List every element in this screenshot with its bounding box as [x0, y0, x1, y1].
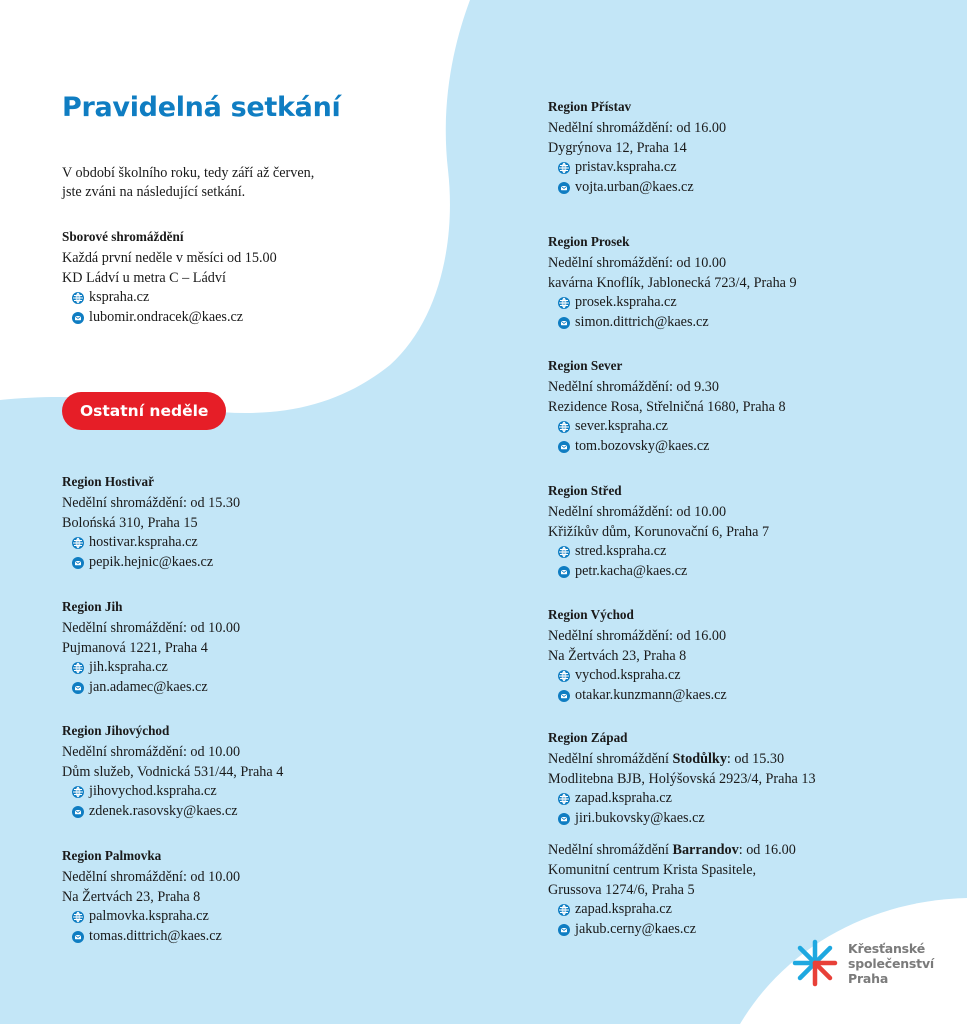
web-link[interactable] — [62, 533, 240, 553]
region-address-line-2: Grussova 1274/6, Praha 5 — [548, 881, 695, 898]
region-name: Region Palmovka — [62, 848, 162, 863]
email-link[interactable] — [548, 313, 797, 333]
web-link[interactable] — [62, 658, 240, 678]
globe-icon — [558, 546, 570, 558]
email-link-text[interactable]: jan.adamec@kaes.cz — [89, 679, 208, 696]
region-block — [548, 97, 726, 198]
email-link[interactable] — [548, 809, 816, 829]
globe-icon — [558, 421, 570, 433]
region-name: Region Střed — [548, 483, 622, 498]
schedule-time: : od 16.00 — [738, 841, 796, 858]
web-link-text[interactable]: prosek.kspraha.cz — [575, 294, 677, 311]
web-link-text[interactable]: sever.kspraha.cz — [575, 418, 668, 435]
intro-text — [62, 164, 382, 202]
schedule-prefix: Nedělní shromáždění — [548, 841, 673, 858]
main-meeting-place: KD Ládví u metra C – Ládví — [62, 269, 226, 286]
web-link[interactable] — [548, 293, 797, 313]
web-link-text[interactable]: kspraha.cz — [89, 289, 150, 306]
globe-icon — [72, 911, 84, 923]
logo-text — [848, 941, 934, 986]
web-link-text[interactable]: jihovychod.kspraha.cz — [89, 783, 217, 800]
envelope-icon — [558, 924, 570, 936]
globe-icon — [558, 162, 570, 174]
schedule-prefix: Nedělní shromáždění — [548, 750, 673, 767]
main-meeting-heading: Sborové shromáždění — [62, 229, 184, 244]
main-meeting — [62, 227, 277, 328]
email-link-text[interactable]: jakub.cerny@kaes.cz — [575, 921, 696, 938]
email-link-text[interactable]: otakar.kunzmann@kaes.cz — [575, 687, 727, 704]
region-address: Bolońská 310, Praha 15 — [62, 514, 198, 531]
region-schedule: Nedělní shromáždění: od 10.00 — [62, 619, 241, 636]
globe-icon — [72, 662, 84, 674]
other-sundays-button[interactable]: Ostatní neděle — [62, 392, 226, 430]
envelope-icon — [558, 441, 570, 453]
web-link[interactable] — [548, 542, 769, 562]
email-link-text[interactable]: jiri.bukovsky@kaes.cz — [575, 810, 705, 827]
email-link[interactable] — [62, 802, 283, 822]
envelope-icon — [72, 312, 84, 324]
web-link[interactable] — [548, 900, 816, 920]
region-name: Region Hostivař — [62, 474, 154, 489]
email-link-text[interactable]: lubomir.ondracek@kaes.cz — [89, 309, 244, 326]
region-name: Region Jih — [62, 599, 123, 614]
region-name: Region Přístav — [548, 99, 632, 114]
web-link-text[interactable]: palmovka.kspraha.cz — [89, 908, 209, 925]
email-link-text[interactable]: petr.kacha@kaes.cz — [575, 563, 688, 580]
logo-line-3: Praha — [848, 970, 889, 986]
region-block — [548, 356, 786, 457]
envelope-icon — [558, 566, 570, 578]
region-address-line-1: Komunitní centrum Krista Spasitele, — [548, 861, 757, 878]
envelope-icon — [558, 182, 570, 194]
web-link-text[interactable]: pristav.kspraha.cz — [575, 159, 677, 176]
region-name: Region Sever — [548, 358, 623, 373]
web-link-text[interactable]: hostivar.kspraha.cz — [89, 534, 198, 551]
web-link-text[interactable]: zapad.kspraha.cz — [575, 790, 672, 807]
region-zapad — [548, 728, 816, 940]
region-address: Pujmanová 1221, Praha 4 — [62, 639, 208, 656]
region-block — [62, 846, 240, 947]
location-name: Stodůlky — [672, 750, 727, 767]
intro-line-2: jste zváni na následující setkání. — [62, 184, 246, 200]
region-schedule-stodulky — [548, 750, 816, 770]
region-address: Dům služeb, Vodnická 531/44, Praha 4 — [62, 763, 284, 780]
web-link[interactable] — [548, 158, 726, 178]
region-name: Region Západ — [548, 730, 628, 745]
region-address: kavárna Knoflík, Jablonecká 723/4, Praha 9 — [548, 274, 797, 291]
region-schedule: Nedělní shromáždění: od 9.30 — [548, 378, 719, 395]
region-schedule: Nedělní shromáždění: od 15.30 — [62, 494, 241, 511]
email-link-text[interactable]: simon.dittrich@kaes.cz — [575, 314, 709, 331]
web-link-text[interactable]: stred.kspraha.cz — [575, 543, 667, 560]
region-name: Region Jihovýchod — [62, 723, 170, 738]
logo-star-icon — [792, 938, 838, 988]
region-address: Na Žertvách 23, Praha 8 — [548, 647, 687, 664]
email-link-text[interactable]: tom.bozovsky@kaes.cz — [575, 438, 710, 455]
region-address: Modlitebna BJB, Holýšovská 2923/4, Praha 13 — [548, 770, 816, 787]
logo — [792, 938, 934, 988]
region-schedule: Nedělní shromáždění: od 16.00 — [548, 627, 727, 644]
region-block — [548, 232, 797, 333]
web-link[interactable] — [548, 666, 727, 686]
region-address: Na Žertvách 23, Praha 8 — [62, 888, 201, 905]
web-link[interactable] — [62, 907, 240, 927]
schedule-time: : od 15.30 — [726, 750, 785, 767]
globe-icon — [558, 297, 570, 309]
globe-icon — [558, 670, 570, 682]
email-link-text[interactable]: vojta.urban@kaes.cz — [575, 179, 694, 196]
email-link[interactable] — [62, 927, 240, 947]
email-link-text[interactable]: zdenek.rasovsky@kaes.cz — [89, 803, 238, 820]
web-link[interactable] — [62, 288, 277, 308]
email-link[interactable] — [62, 553, 240, 573]
email-link[interactable] — [548, 178, 726, 198]
envelope-icon — [72, 682, 84, 694]
envelope-icon — [72, 931, 84, 943]
region-schedule: Nedělní shromáždění: od 10.00 — [62, 868, 241, 885]
globe-icon — [558, 904, 570, 916]
email-link[interactable] — [548, 437, 786, 457]
globe-icon — [72, 786, 84, 798]
region-name: Region Východ — [548, 607, 634, 622]
region-block — [548, 481, 769, 582]
location-name: Barrandov — [672, 841, 739, 858]
logo-line-2: společenství — [848, 955, 934, 971]
region-block — [62, 597, 240, 698]
region-schedule-barrandov — [548, 841, 816, 861]
globe-icon — [72, 292, 84, 304]
region-schedule: Nedělní shromáždění: od 10.00 — [62, 743, 241, 760]
globe-icon — [558, 793, 570, 805]
email-link-text[interactable]: tomas.dittrich@kaes.cz — [89, 928, 222, 945]
envelope-icon — [558, 813, 570, 825]
envelope-icon — [558, 690, 570, 702]
region-address: Rezidence Rosa, Střelničná 1680, Praha 8 — [548, 398, 786, 415]
web-link[interactable] — [548, 789, 816, 809]
region-schedule: Nedělní shromáždění: od 16.00 — [548, 119, 727, 136]
region-block — [62, 721, 283, 822]
email-link-text[interactable]: pepik.hejnic@kaes.cz — [89, 554, 214, 571]
white-blob-top-left — [0, 0, 470, 413]
region-name: Region Prosek — [548, 234, 630, 249]
logo-line-1: Křesťanské — [848, 940, 925, 956]
page-title: Pravidelná setkání — [62, 92, 341, 123]
web-link-text[interactable]: zapad.kspraha.cz — [575, 901, 672, 918]
envelope-icon — [558, 317, 570, 329]
email-link[interactable] — [548, 686, 727, 706]
region-schedule: Nedělní shromáždění: od 10.00 — [548, 254, 727, 271]
envelope-icon — [72, 806, 84, 818]
region-block — [62, 472, 240, 573]
region-block — [548, 605, 727, 706]
web-link-text[interactable]: jih.kspraha.cz — [89, 659, 168, 676]
email-link[interactable] — [62, 678, 240, 698]
main-meeting-schedule: Každá první neděle v měsíci od 15.00 — [62, 249, 277, 266]
email-link[interactable] — [548, 562, 769, 582]
region-address: Křižíkův dům, Korunovační 6, Praha 7 — [548, 523, 770, 540]
envelope-icon — [72, 557, 84, 569]
globe-icon — [72, 537, 84, 549]
intro-line-1: V období školního roku, tedy září až červen, — [62, 165, 315, 181]
web-link[interactable] — [62, 782, 283, 802]
email-link[interactable] — [548, 920, 816, 940]
email-link[interactable] — [62, 308, 277, 328]
region-address: Dygrýnova 12, Praha 14 — [548, 139, 687, 156]
region-schedule: Nedělní shromáždění: od 10.00 — [548, 503, 727, 520]
web-link[interactable] — [548, 417, 786, 437]
web-link-text[interactable]: vychod.kspraha.cz — [575, 667, 681, 684]
